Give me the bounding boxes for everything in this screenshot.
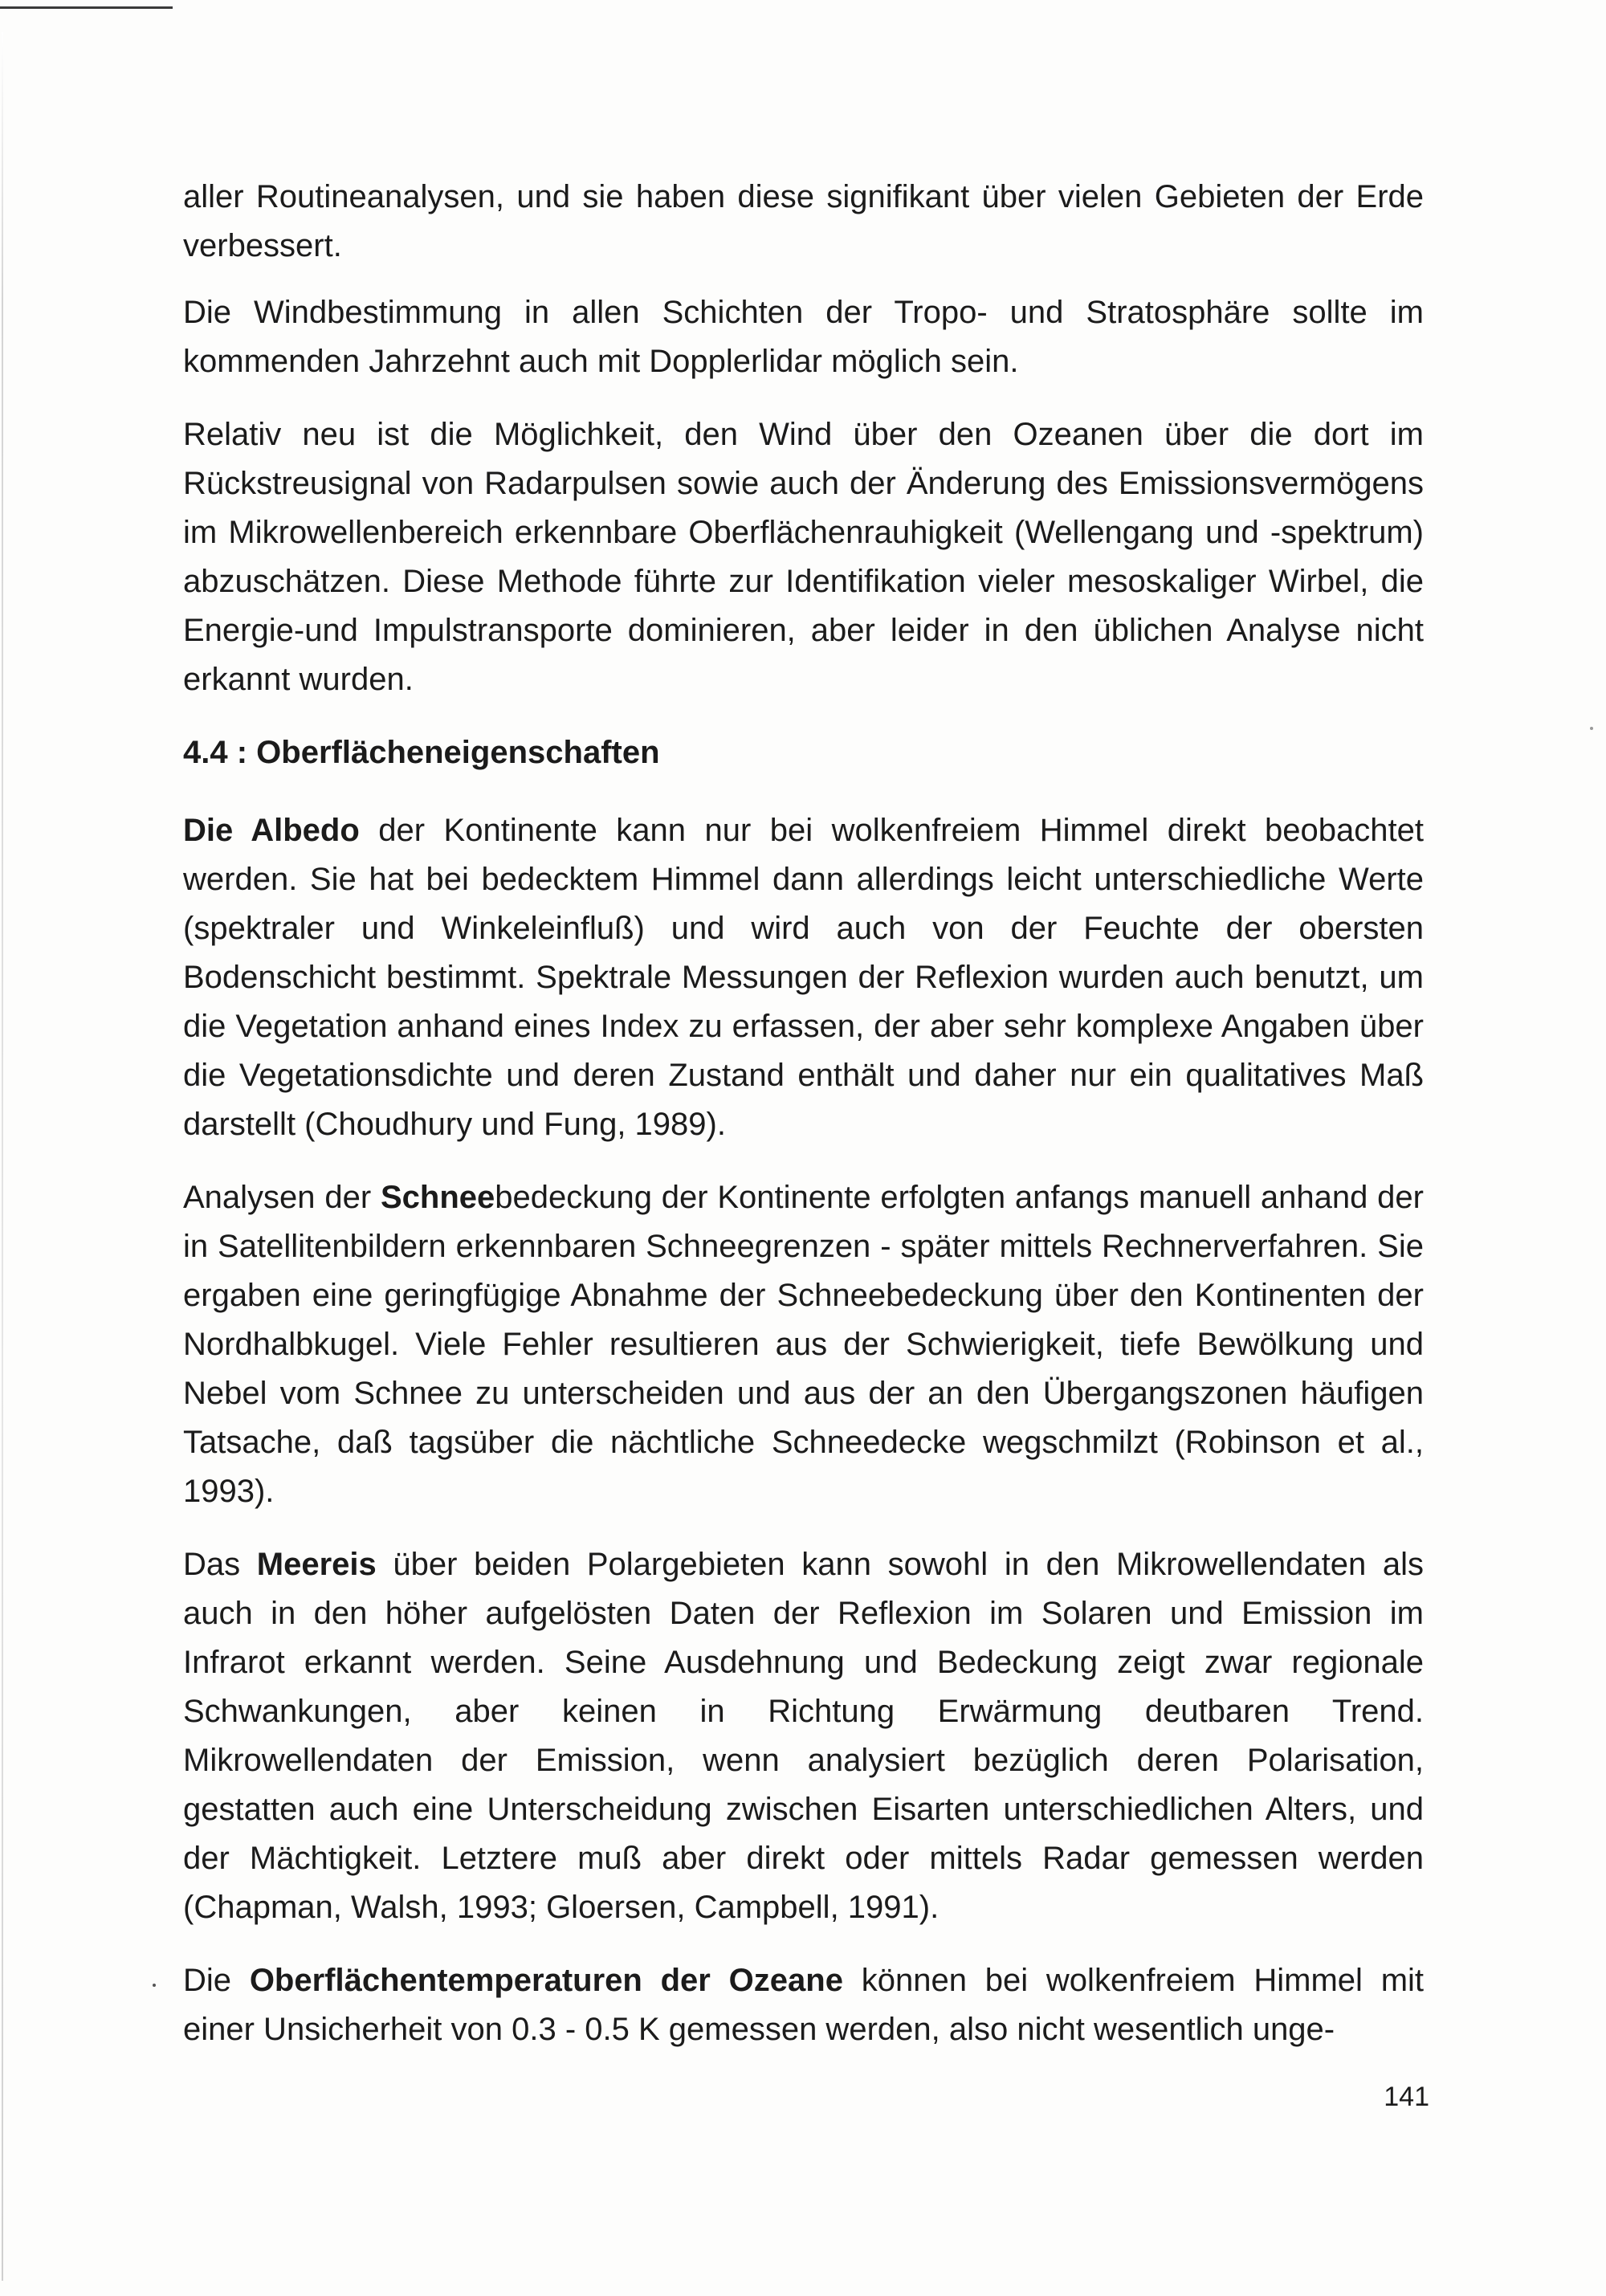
term-albedo: Die Albedo [183, 813, 360, 848]
seaice-text: über beiden Polargebieten kann sowohl in den Mikrowellendaten als auch in den höher aufgelösten Daten der Reflexion im Solaren und Emission im Infrarot erkannt werden. Seine Ausdehnung und Bedeckung zeigt zwar regionale Schwankungen, aber keinen in Richtung Erwärmung deutbaren Trend. Mikrowellendaten der Emission, wenn analysiert bezüglich deren Polarisation, gestatten auch eine Unterscheidung zwischen Eisarten unterschiedlichen Alters, und der Mächtigkeit. Letztere muß aber direkt oder mittels Radar gemessen werden (Chapman, Walsh, 1993; Gloersen, Campbell, 1991). [183, 1547, 1424, 1925]
section-heading: 4.4 : Oberflächeneigenschaften [183, 735, 660, 770]
scan-edge [2, 32, 3, 2281]
term-schnee: Schnee [380, 1180, 495, 1215]
paragraph-schneebedeckung [183, 1173, 1424, 1516]
snow-lead: Analysen der [183, 1180, 381, 1215]
snow-text: bedeckung der Kontinente erfolgten anfangs manuell anhand der in Satellitenbildern erkennbaren Schneegrenzen - später mittels Rechnerverfahren. Sie ergaben eine geringfügige Abnahme der Schneebedeckung über den Kontinenten der Nordhalbkugel. Viele Fehler resultieren aus der Schwierigkeit, tiefe Bewölkung und Nebel vom Schnee zu unterscheiden und aus der an den Übergangszonen häufigen Tatsache, daß tagsüber die nächtliche Schneedecke wegschmilzt (Robinson et al., 1993). [183, 1180, 1424, 1509]
paragraph-albedo [183, 806, 1424, 1149]
paragraph-oberflaechentemperaturen [183, 1956, 1424, 2054]
term-meereis: Meereis [256, 1547, 377, 1582]
sst-text: können bei wolkenfreiem Himmel mit einer Unsicherheit von 0.3 - 0.5 K gemessen werden, also nicht wesentlich unge- [183, 1963, 1425, 2047]
seaice-lead: Das [183, 1547, 257, 1582]
paragraph-windbestimmung: Die Windbestimmung in allen Schichten der Tropo- und Stratosphäre sollte im kommenden Jahrzehnt auch mit Dopplerlidar möglich sein. [183, 295, 1424, 379]
scan-speck [1590, 727, 1593, 730]
paragraph-meereis [183, 1540, 1424, 1932]
scan-speck [153, 1984, 156, 1987]
albedo-text: der Kontinente kann nur bei wolkenfreiem Himmel direkt beobachtet werden. Sie hat bei bedecktem Himmel dann allerdings leicht unterschiedliche Werte (spektraler und Winkeleinfluß) und wird auch von der Feuchte der obersten Bodenschicht bestimmt. Spektrale Messungen der Reflexion wurden auch benutzt, um die Vegetation anhand eines Index zu erfassen, der aber sehr komplexe Angaben über die Vegetationsdichte und deren Zustand enthält und daher nur ein qualitatives Maß darstellt (Choudhury und Fung, 1989). [183, 813, 1424, 1142]
paragraph-ozeanwind: Relativ neu ist die Möglichkeit, den Wind über den Ozeanen über die dort im Rückstreusignal von Radarpulsen sowie auch der Änderung des Emissionsvermögens im Mikrowellenbereich erkennbare Oberflächenrauhigkeit (Wellengang und -spektrum) abzuschätzen. Diese Methode führte zur Identifikation vieler mesoskaliger Wirbel, die Energie-und Impulstransporte dominieren, aber leider in den üblichen Analyse nicht erkannt wurden. [183, 417, 1424, 697]
term-oberflaechentemperaturen: Oberflächentemperaturen der Ozeane [249, 1963, 843, 1998]
top-left-rule [0, 6, 173, 9]
text-body [183, 173, 1424, 2078]
page-number: 141 [1384, 2082, 1429, 2112]
paragraph-routineanalysen: aller Routineanalysen, und sie haben diese signifikant über vielen Gebieten der Erde verbessert. [183, 179, 1424, 263]
sst-lead: Die [183, 1963, 250, 1998]
